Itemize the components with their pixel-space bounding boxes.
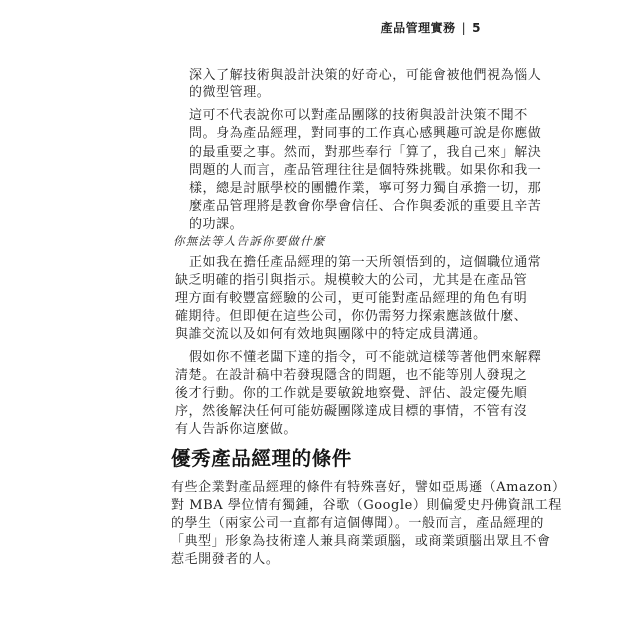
page-number: 5: [472, 21, 481, 35]
text-line: 這可不代表說你可以對產品團隊的技術與設計決策不聞不: [189, 108, 528, 123]
text-line: 後才行動。你的工作就是要敏銳地察覺、評估、設定優先順: [175, 386, 528, 401]
text-line: 的學生（兩家公司一直都有這個傳聞）。一般而言，產品經理的: [171, 516, 544, 531]
text-line: 缺乏明確的指引與指示。規模較大的公司，尤其是在產品管: [175, 273, 528, 288]
text-line: 理方面有較豐富經驗的公司，更可能對產品經理的角色有明: [175, 291, 528, 306]
text-line: 深入了解技術與設計決策的好奇心，可能會被他們視為惱人: [189, 68, 542, 83]
book-title: 產品管理實務: [380, 21, 456, 35]
header-separator: |: [461, 21, 467, 35]
text-line: 有些企業對產品經理的條件有特殊喜好，譬如亞馬遜（Amazon）: [171, 480, 566, 495]
text-line: 惹毛開發者的人。: [171, 552, 280, 567]
text-line: 正如我在擔任產品經理的第一天所領悟到的，這個職位通常: [189, 255, 542, 270]
text-line: 的微型管理。: [189, 85, 271, 100]
text-line: 假如你不懂老闆下達的指令，可不能就這樣等著他們來解釋: [189, 350, 542, 365]
text-line: 序，然後解決任何可能妨礙團隊達成目標的事情，不管有沒: [175, 404, 528, 419]
text-line: 有人告訴你這麼做。: [175, 422, 297, 437]
text-line: 清楚。在設計稿中若發現隱含的問題，也不能等別人發現之: [175, 368, 528, 383]
running-header: [381, 19, 481, 36]
text-line: 與誰交流以及如何有效地與團隊中的特定成員溝通。: [175, 327, 487, 342]
text-line: 問。身為產品經理，對同事的工作真心感興趣可說是你應做: [189, 126, 542, 141]
text-line: 的功課。: [189, 217, 244, 232]
text-line: 問題的人而言，產品管理往往是個特殊挑戰。如果你和我一: [189, 163, 542, 178]
text-line: 麼產品管理將是教會你學會信任、合作與委派的重要且辛苦: [189, 199, 542, 214]
subheading: 你無法等人告訴你要做什麼: [173, 234, 326, 248]
text-line: 對 MBA 學位情有獨鍾，谷歌（Google）則偏愛史丹佛資訊工程: [171, 498, 562, 513]
text-line: 樣，總是討厭學校的團體作業，寧可努力獨自承擔一切，那: [189, 181, 542, 196]
text-line: 確期待。但即便在這些公司，你仍需努力探索應該做什麼、: [175, 309, 528, 324]
text-line: 「典型」形象為技術達人兼具商業頭腦，或商業頭腦出眾且不會: [171, 534, 551, 549]
section-title: 優秀產品經理的條件: [171, 447, 352, 470]
text-line: 的最重要之事。然而，對那些奉行「算了，我自己來」解決: [189, 145, 542, 160]
